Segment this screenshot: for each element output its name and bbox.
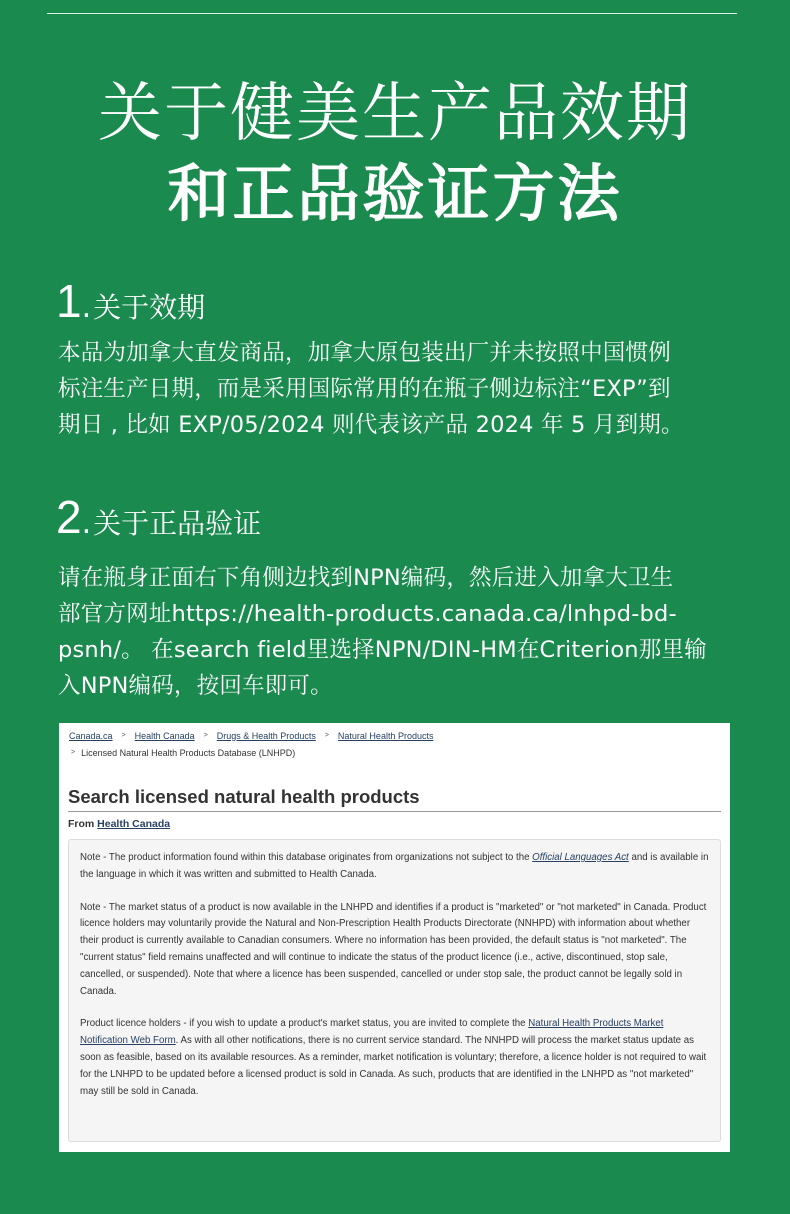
top-divider	[47, 13, 737, 14]
note-market-status: Note - The market status of a product is now available in the LNHPD and identifies if a product is "marketed" or "not marketed" in Canada. Product licence holders may voluntarily provide the Natural and Non-Prescription Health Products Directorate (NNHPD) with information about whether their product is currently available to Canadian consumers. Where no information has been provided, the default status is "not marketed". The "current status" field remains unaffected and will continue to indicate the status of the product licence (i.e., active, discontinued, stop sale, cancelled, or suspended). Note that where a licence has been suspended, cancelled or under stop sale, the product cannot be legally sold in Canada.	[80, 901, 707, 997]
note-licence-holders	[80, 1016, 709, 1100]
section1-heading	[56, 276, 205, 333]
page-title-line2: 和正品验证方法	[167, 157, 623, 230]
lnhpd-website-screenshot	[59, 723, 730, 1152]
breadcrumb	[69, 727, 719, 761]
breadcrumb-canada[interactable]: Canada.ca	[69, 730, 113, 741]
market-notification-form-link[interactable]: Natural Health Products Market Notification Web Form	[80, 1018, 664, 1047]
section2-heading	[56, 492, 261, 549]
section2-number: 2	[56, 491, 82, 543]
section1-body: 本品为加拿大直发商品，加拿大原包装出厂并未按照中国惯例 标注生产日期，而是采用国际常用的在瓶子侧边标注“EXP”到 期日 , 比如 EXP/05/2024 则代表该产品 2024 年 5 月到期。	[58, 340, 684, 438]
screenshot-page-title: Search licensed natural health products	[68, 786, 420, 807]
section1-label: 关于效期	[93, 291, 206, 324]
section2-label: 关于正品验证	[93, 507, 262, 540]
from-line	[68, 818, 170, 830]
breadcrumb-health-canada[interactable]: Health Canada	[134, 730, 195, 741]
section2-body: 请在瓶身正面右下角侧边找到NPN编码，然后进入加拿大卫生 部官方网址https://health-products.canada.ca/lnhpd-bd- psnh/。 在search field里选择NPN/DIN-HM在Criterion那里输 入NPN编码，按回车即可。	[58, 565, 707, 699]
breadcrumb-separator-icon: >	[121, 731, 126, 739]
note1-text: Note - The product information found within this database originates from organizations not subject to the	[80, 852, 533, 863]
page-title-line1: 关于健美生产品效期	[98, 77, 692, 151]
breadcrumb-separator-icon: >	[71, 748, 76, 756]
note3-text: Product licence holders - if you wish to update a product's market status, you are invited to complete the	[80, 1018, 529, 1030]
breadcrumb-natural-health-products[interactable]: Natural Health Products	[337, 730, 434, 741]
breadcrumb-separator-icon: >	[324, 731, 329, 739]
note-official-languages	[80, 850, 709, 884]
breadcrumb-drugs-health-products[interactable]: Drugs & Health Products	[216, 730, 316, 741]
official-languages-act-link[interactable]: Official Languages Act	[532, 852, 629, 863]
notes-panel	[68, 839, 721, 1142]
breadcrumb-separator-icon: >	[203, 731, 208, 739]
title-underline	[68, 811, 721, 812]
note1-tail: and is available in the language in which it was written and submitted to Health Canada.	[80, 852, 709, 880]
section1-number: 1	[56, 275, 82, 327]
section2-dot: .	[81, 506, 92, 541]
from-label: From	[68, 818, 95, 830]
breadcrumb-current: Licensed Natural Health Products Database (LNHPD)	[81, 747, 296, 758]
section1-dot: .	[81, 290, 92, 325]
note3-tail: . As with all other notifications, there is no current service standard. The NNHPD will process the market status update as soon as feasible, based on its available resources. As a reminder, market notification is voluntary; therefore, a licence holder is not required to wait for the LNHPD to be updated before a licensed product is sold in Canada. As such, products that are identified in the LNHPD as "not marketed" may still be sold in Canada.	[80, 1035, 707, 1097]
from-health-canada-link[interactable]: Health Canada	[97, 818, 171, 830]
